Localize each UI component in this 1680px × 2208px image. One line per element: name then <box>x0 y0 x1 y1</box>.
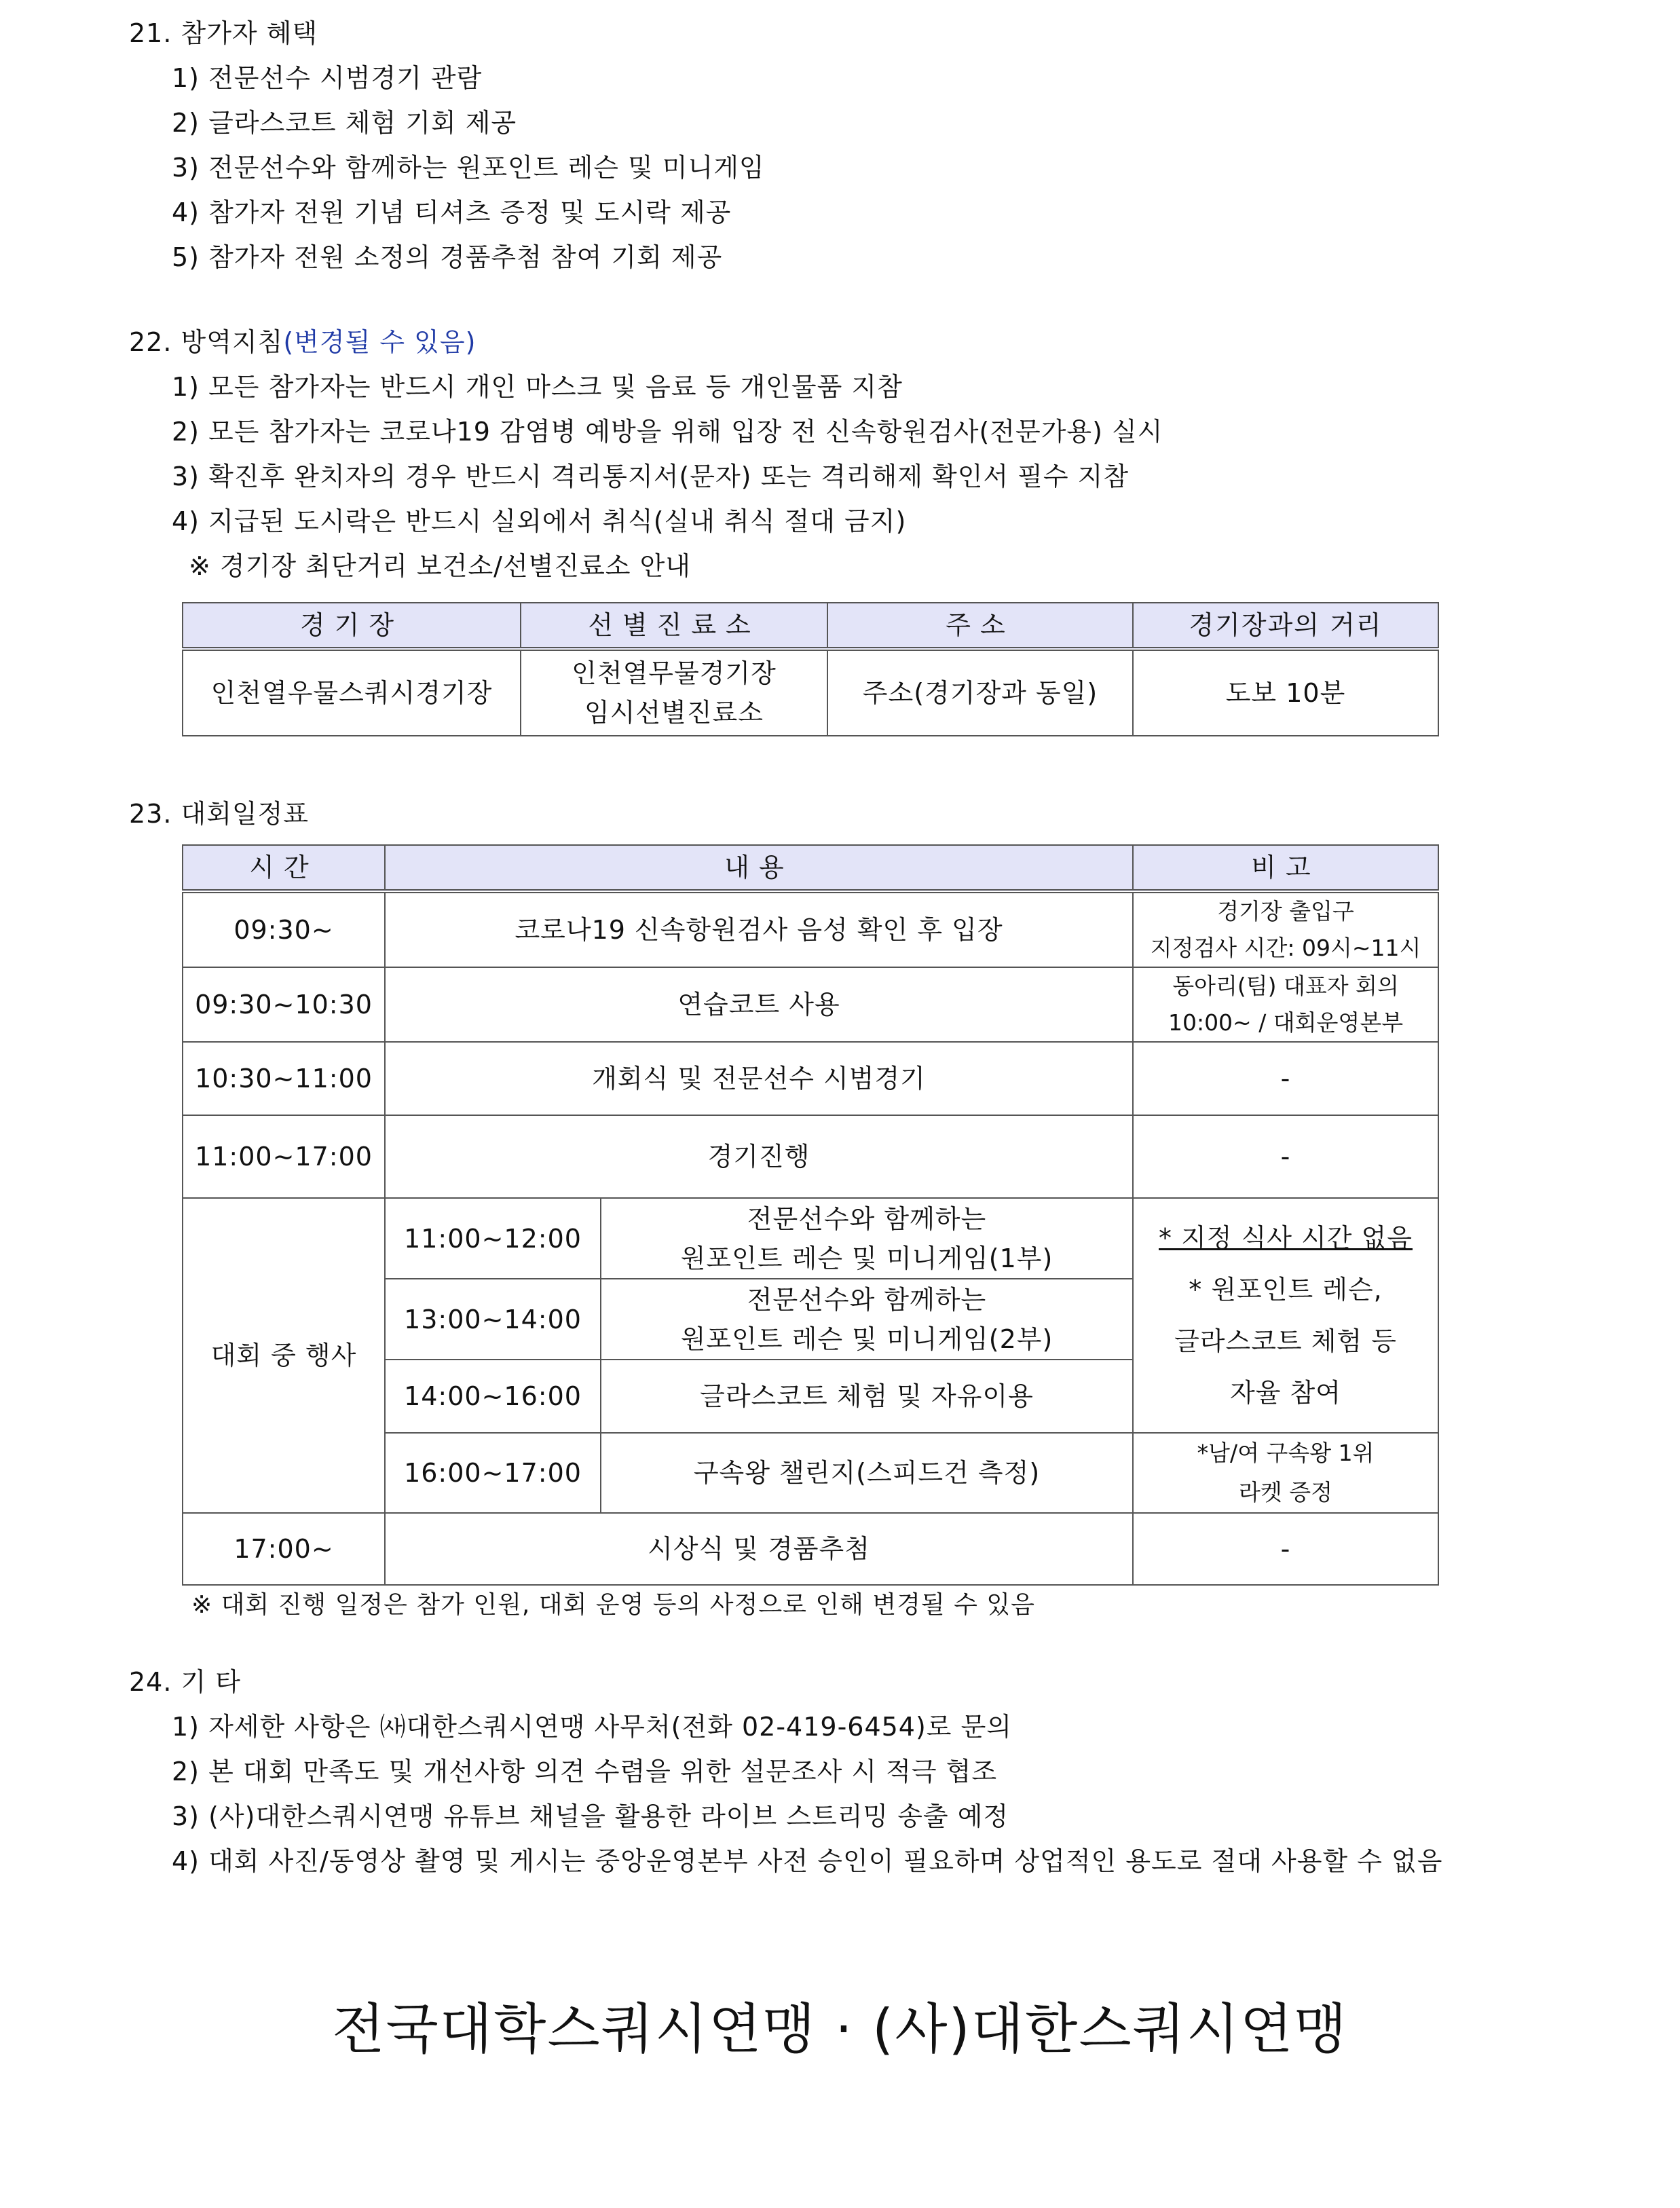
section-24-item: 1) 자세한 사항은 ㈔대한스쿼시연맹 사무처(전화 02-419-6454)로 문의 <box>172 1712 1013 1742</box>
section-21-item: 4) 참가자 전원 기념 티셔츠 증정 및 도시락 제공 <box>172 198 732 227</box>
section-22-note: ※ 경기장 최단거리 보건소/선별진료소 안내 <box>189 551 691 581</box>
clinic-header-clinic: 선별진료소 <box>521 603 827 649</box>
event-time: 14:00~16:00 <box>385 1360 601 1433</box>
schedule-content: 개회식 및 전문선수 시범경기 <box>385 1042 1133 1115</box>
section-22-title-text: 22. 방역지침 <box>129 327 284 357</box>
schedule-content: 연습코트 사용 <box>385 967 1133 1042</box>
event-note-line: 자율 참여 <box>1230 1378 1341 1408</box>
schedule-row <box>183 891 1438 967</box>
event-row <box>183 1198 1438 1279</box>
schedule-footnote: ※ 대회 진행 일정은 참가 인원, 대회 운영 등의 사정으로 인해 변경될 수 있음 <box>191 1591 1035 1619</box>
event-note-line: 라켓 증정 <box>1239 1479 1333 1505</box>
section-21-title: 21. 참가자 혜택 <box>129 18 318 48</box>
clinic-header-distance: 경기장과의 거리 <box>1133 603 1438 649</box>
event-note <box>1133 1198 1438 1433</box>
event-content: 글라스코트 체험 및 자유이용 <box>601 1360 1133 1433</box>
event-note-line: * 지정 식사 시간 없음 <box>1159 1223 1413 1253</box>
section-22-item: 1) 모든 참가자는 반드시 개인 마스크 및 음료 등 개인물품 지참 <box>172 372 903 402</box>
event-content-line: 전문선수와 함께하는 <box>747 1284 987 1315</box>
section-22-title-note: (변경될 수 있음) <box>283 327 477 357</box>
section-24-item: 2) 본 대회 만족도 및 개선사항 의견 수렴을 위한 설문조사 시 적극 협조 <box>172 1757 998 1786</box>
schedule-row <box>183 1513 1438 1585</box>
event-time: 16:00~17:00 <box>385 1433 601 1513</box>
schedule-note <box>1133 967 1438 1042</box>
section-23-title: 23. 대회일정표 <box>129 799 310 829</box>
schedule-time: 10:30~11:00 <box>183 1042 385 1115</box>
event-group-label: 대회 중 행사 <box>183 1198 385 1513</box>
organizer-footer: 전국대학스쿼시연맹 · (사)대한스쿼시연맹 <box>332 1998 1348 2061</box>
section-22-item: 3) 확진후 완치자의 경우 반드시 격리통지서(문자) 또는 격리해제 확인서 필수 지참 <box>172 462 1130 491</box>
event-time: 13:00~14:00 <box>385 1279 601 1360</box>
event-content <box>601 1198 1133 1279</box>
section-24-item: 4) 대회 사진/동영상 촬영 및 게시는 중앙운영본부 사전 승인이 필요하며 상업적인 용도로 절대 사용할 수 없음 <box>172 1846 1443 1876</box>
schedule-note-line: 동아리(팀) 대표자 회의 <box>1172 973 1399 999</box>
schedule-header-time: 시간 <box>183 845 385 891</box>
schedule-time: 09:30~ <box>183 891 385 967</box>
clinic-header-address: 주소 <box>827 603 1133 649</box>
event-content <box>601 1279 1133 1360</box>
event-content-line: 원포인트 레슨 및 미니게임(1부) <box>680 1243 1053 1273</box>
clinic-name-line1: 인천열무물경기장 <box>572 658 777 688</box>
section-21-item: 2) 글라스코트 체험 기회 제공 <box>172 108 517 138</box>
event-note-line: * 원포인트 레슨, <box>1189 1275 1383 1305</box>
event-content-line: 전문선수와 함께하는 <box>747 1203 987 1234</box>
schedule-note <box>1133 891 1438 967</box>
event-time: 11:00~12:00 <box>385 1198 601 1279</box>
schedule-header-content: 내용 <box>385 845 1133 891</box>
schedule-content: 경기진행 <box>385 1115 1133 1198</box>
section-24-title: 24. 기 타 <box>129 1667 242 1697</box>
schedule-time: 17:00~ <box>183 1513 385 1585</box>
section-21-item: 3) 전문선수와 함께하는 원포인트 레슨 및 미니게임 <box>172 153 765 183</box>
schedule-note: - <box>1133 1042 1438 1115</box>
section-24-item: 3) (사)대한스쿼시연맹 유튜브 채널을 활용한 라이브 스트리밍 송출 예정 <box>172 1801 1009 1831</box>
clinic-address: 주소(경기장과 동일) <box>827 649 1133 736</box>
clinic-name-line2: 임시선별진료소 <box>584 698 764 728</box>
section-22-item: 4) 지급된 도시락은 반드시 실외에서 취식(실내 취식 절대 금지) <box>172 506 907 536</box>
event-note-line: 글라스코트 체험 등 <box>1174 1326 1397 1356</box>
schedule-note-line: 경기장 출입구 <box>1217 898 1354 924</box>
section-22-item: 2) 모든 참가자는 코로나19 감염병 예방을 위해 입장 전 신속항원검사(전문가용) 실시 <box>172 417 1163 447</box>
section-21-item: 5) 참가자 전원 소정의 경품추첨 참여 기회 제공 <box>172 242 723 272</box>
event-note-line: *남/여 구속왕 1위 <box>1197 1440 1375 1466</box>
clinic-distance: 도보 10분 <box>1133 649 1438 736</box>
section-21-item: 1) 전문선수 시범경기 관람 <box>172 63 483 93</box>
event-content-line: 원포인트 레슨 및 미니게임(2부) <box>680 1324 1053 1354</box>
schedule-row <box>183 967 1438 1042</box>
event-note-award <box>1133 1433 1438 1513</box>
schedule-time: 09:30~10:30 <box>183 967 385 1042</box>
schedule-content: 코로나19 신속항원검사 음성 확인 후 입장 <box>385 891 1133 967</box>
schedule-row <box>183 1115 1438 1198</box>
schedule-content: 시상식 및 경품추첨 <box>385 1513 1133 1585</box>
schedule-note: - <box>1133 1513 1438 1585</box>
schedule-time: 11:00~17:00 <box>183 1115 385 1198</box>
schedule-note-line: 지정검사 시간: 09시~11시 <box>1150 935 1421 961</box>
schedule-header-note: 비고 <box>1133 845 1438 891</box>
clinic-header-venue: 경기장 <box>183 603 521 649</box>
schedule-note-line: 10:00~ / 대회운영본부 <box>1168 1009 1404 1036</box>
clinic-name <box>521 649 827 736</box>
clinic-table <box>182 602 1439 736</box>
event-content: 구속왕 챌린지(스피드건 측정) <box>601 1433 1133 1513</box>
schedule-table <box>182 844 1439 1586</box>
schedule-row <box>183 1042 1438 1115</box>
schedule-note: - <box>1133 1115 1438 1198</box>
clinic-venue: 인천열우물스쿼시경기장 <box>183 649 521 736</box>
section-22-title <box>129 325 476 359</box>
